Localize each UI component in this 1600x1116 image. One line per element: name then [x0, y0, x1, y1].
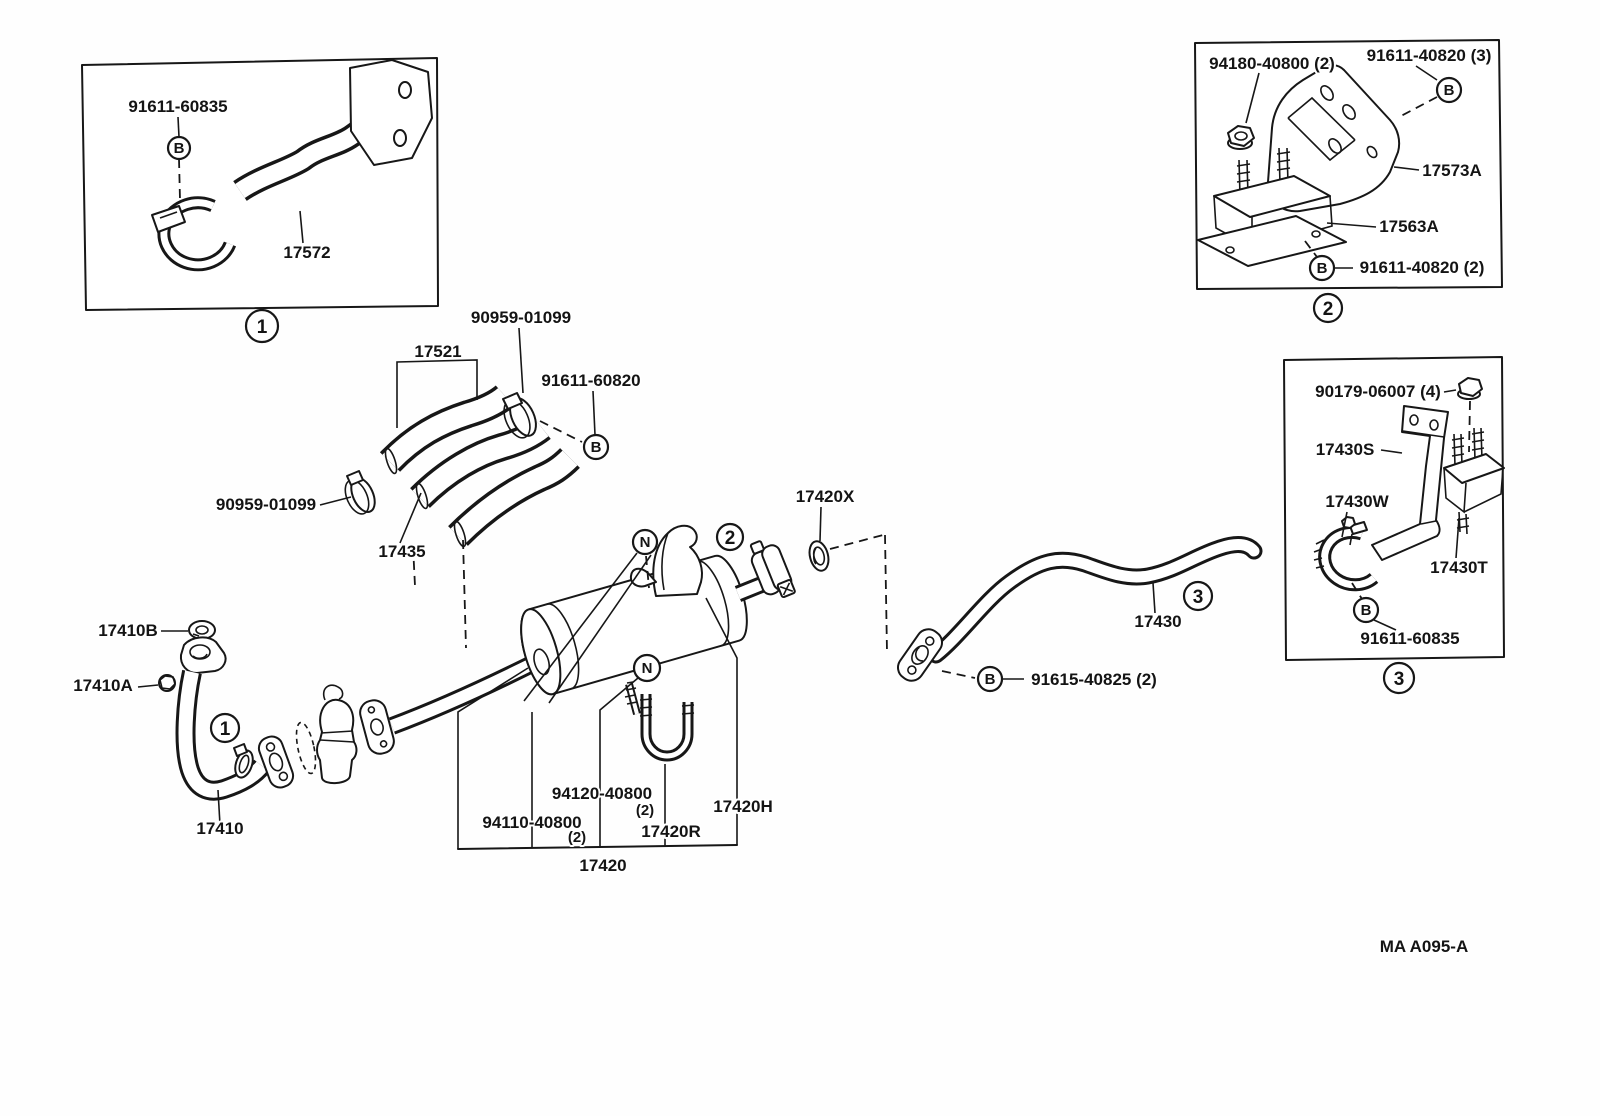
figure-code: MA A095-A	[1379, 937, 1469, 956]
label-part-number: 17430	[1134, 612, 1182, 631]
label-part-number: 17563A	[1379, 217, 1439, 236]
marker-b: B	[173, 140, 185, 157]
gasket-17410b-drawing	[189, 621, 215, 639]
label-part-number: 17430T	[1430, 558, 1488, 577]
label-part-number: 90959-01099	[215, 495, 317, 514]
leader-line	[1153, 583, 1155, 613]
marker-b: B	[590, 439, 602, 456]
callout-1: 1	[219, 719, 231, 740]
inset-box-2	[1195, 40, 1502, 322]
label-part-number: 91615-40825 (2)	[1031, 670, 1157, 689]
front-flange-drawing	[181, 637, 226, 673]
marker-b: B	[1316, 260, 1328, 277]
leader-line	[820, 507, 821, 541]
label-part-number: 94110-40800	[482, 813, 582, 832]
dashed-leader	[885, 535, 887, 652]
u-bolt-17420r-drawing	[625, 682, 694, 756]
label-part-number: 17420	[579, 856, 627, 875]
dashed-leader	[942, 671, 975, 678]
leader-line	[593, 391, 595, 435]
muffler-inlet-pipe-drawing	[392, 661, 538, 726]
marker-n: N	[639, 534, 651, 551]
label-part-number: 17521	[414, 342, 462, 361]
leader-line	[320, 497, 351, 505]
callout-2: 2	[724, 528, 736, 549]
marker-b: B	[1360, 602, 1372, 619]
pipe-end-flange-drawing	[256, 733, 296, 790]
marker-b: B	[984, 671, 996, 688]
nut-17410a-drawing	[159, 675, 175, 691]
dashed-leader	[463, 540, 466, 648]
label-part-number: 17410A	[73, 676, 133, 695]
callout-2: 2	[1322, 299, 1334, 320]
gasket-17420x-drawing	[807, 539, 832, 572]
dashed-leader	[179, 159, 180, 200]
marker-b: B	[1443, 82, 1455, 99]
hose-clamp-lower-drawing	[341, 471, 380, 518]
nut-drawing	[1458, 378, 1482, 399]
label-part-number: 17420X	[795, 487, 855, 506]
dashed-leader	[830, 535, 883, 549]
gasket-dashed-drawing	[293, 721, 319, 775]
label-part-number: 91611-60835	[128, 97, 228, 116]
marker-n: N	[641, 660, 653, 677]
inset-box-3	[1284, 357, 1504, 693]
label-quantity: (2)	[567, 829, 587, 846]
label-quantity: (2)	[635, 802, 655, 819]
label-part-number: 17410	[196, 819, 244, 838]
label-part-number: 90179-06007 (4)	[1315, 382, 1441, 401]
muffler-outlet-drawing	[738, 535, 796, 603]
label-part-number: 17420R	[641, 822, 701, 841]
label-part-number: 91611-40820 (2)	[1359, 258, 1485, 277]
inset-box-1	[82, 58, 438, 342]
leader-line	[519, 328, 523, 393]
heat-shield-17521-drawing	[383, 396, 570, 548]
label-part-number: 91611-40820 (3)	[1366, 46, 1492, 65]
callout-3: 3	[1393, 669, 1405, 690]
label-part-number: 17430S	[1315, 440, 1375, 459]
main-assembly	[73, 308, 1254, 875]
callout-3: 3	[1192, 587, 1204, 608]
label-part-number: 17430W	[1325, 492, 1389, 511]
label-part-number: 94120-40800	[551, 784, 653, 803]
label-part-number: 17410B	[98, 621, 158, 640]
label-part-number: 17572	[283, 243, 331, 262]
nut-drawing	[1228, 126, 1254, 149]
label-part-number: 90959-01099	[470, 308, 572, 327]
label-part-number: 91611-60820	[541, 371, 641, 390]
leader-line	[400, 493, 421, 543]
label-part-number: 17420H	[713, 797, 773, 816]
canister-drawing	[317, 685, 356, 783]
label-part-number: 17573A	[1422, 161, 1482, 180]
leader-line	[138, 685, 158, 687]
leader-line	[178, 117, 179, 137]
label-part-number: 94180-40800 (2)	[1209, 54, 1335, 73]
callout-1: 1	[256, 317, 268, 338]
label-part-number: 91611-60835	[1360, 629, 1460, 648]
canister-flange-drawing	[357, 698, 396, 757]
label-part-number: 17435	[378, 542, 426, 561]
